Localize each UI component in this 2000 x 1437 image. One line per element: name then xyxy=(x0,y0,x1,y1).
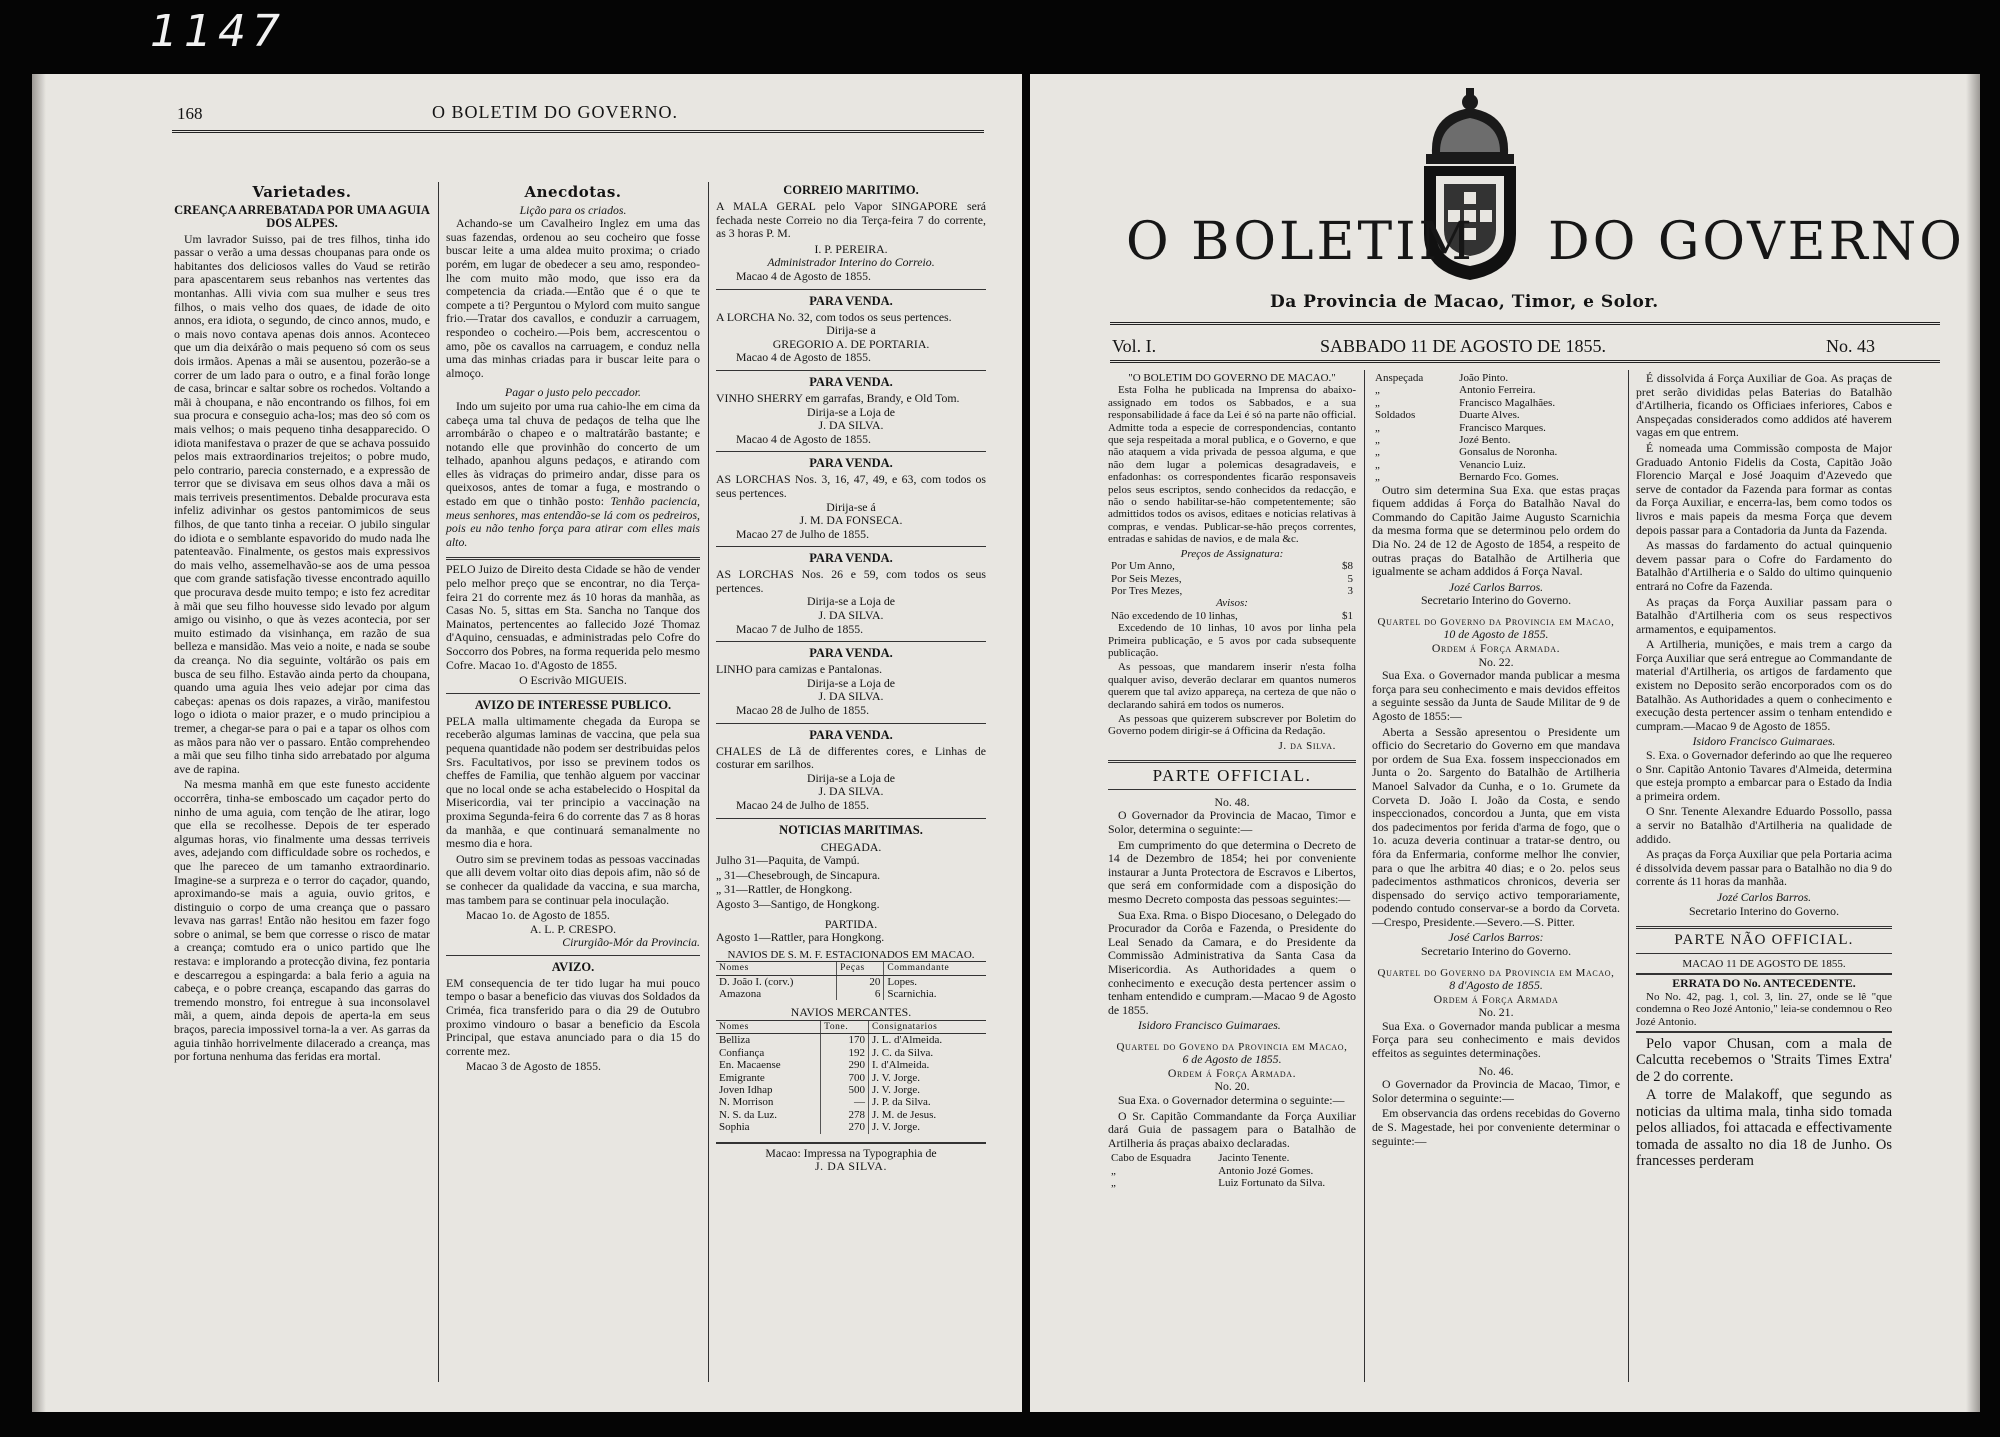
table-cell: J. V. Jorge. xyxy=(868,1121,986,1133)
table-cell: 270 xyxy=(821,1121,869,1133)
table-row xyxy=(1108,560,1356,572)
volume-label: Vol. I. xyxy=(1112,336,1157,356)
article-paragraph: Na mesma manhã em que este funesto accidente occorrêra, tinha-se emboscado um caçador perto do ninho de uma aguia, com tenção de lhe atirar, logo que ella se recolhesse. Depois de ter esperado algumas horas, vio finalmente uma dessas terriveis aves, adejando com difficuldade sobre os rochedos, e que lhe pareceo de um tamanho extraordinario. Imagine-se a surpreza e o terror do caçador, quando, aproximando-se mais a aguia, ouvio gritos, e distinguio o corpo de uma creança que o passaro levava nas garras! Então não hesitou em fazer fogo sobre o animal, se bem que corresse o risco de matar a creança; comtudo era o unico partido que lhe restava: e implorando a protecção divina, fez pontaria e descarregou a espingarda: a bala ferio a aguia na cabeça, e o pobre creança, escapando das garras do tremendo monstro, foi entregue à sua inconsolavel mãi, a quem, ainda depois de aperta-la em seus braços, parecia impossivel torna-la a ver. As garras da aguia tinhão horrivelmente dilacerado a creança, mas por fortuna nenhuma das feridas era mortal. xyxy=(174,777,430,1064)
column-header: Commandante xyxy=(884,962,986,975)
order-paragraph: As massas do fardamento do actual quinquenio devem passar para o Cofre do Fardamento do Batalhão d'Artilheria e o Saldo do ultimo quinquenio entrará no Cofre da Fazenda. xyxy=(1636,538,1892,593)
navy-ships-table xyxy=(716,961,986,1000)
table-row xyxy=(1372,459,1620,471)
ad-contact-name: J. DA SILVA. xyxy=(818,418,884,433)
imprint xyxy=(716,1142,986,1174)
ad-contact: Dirija-se a Loja de xyxy=(806,404,896,419)
table-cell: 500 xyxy=(821,1084,869,1096)
public-notice xyxy=(446,693,700,950)
ad-text: AS LORCHAS Nos. 26 e 59, com todos os seus pertences. xyxy=(716,567,986,595)
official-banner xyxy=(1108,760,1356,790)
imprint-printer: J. DA SILVA. xyxy=(814,1159,888,1174)
shipping-title: NOTICIAS MARITIMAS. xyxy=(779,822,923,837)
table-cell: Por Um Anno, xyxy=(1111,560,1175,573)
list-item: Julho 31—Paquita, de Vampú. xyxy=(716,853,860,868)
mail-role: Administrador Interino do Correio. xyxy=(767,255,935,270)
table-cell: Jacinto Tenente. xyxy=(1218,1152,1290,1165)
errata xyxy=(1636,973,1892,1028)
ad-contact-name: J. DA SILVA. xyxy=(818,784,884,799)
table-row xyxy=(1372,422,1620,434)
order-paragraph: O Snr. Tenente Alexandre Eduardo Possollo, passa a servir no Batalhão d'Artilheria na qualidade de addido. xyxy=(1636,804,1892,846)
masthead-title-right: DO GOVERNO xyxy=(1548,212,1965,272)
table-cell: „ xyxy=(1375,384,1380,397)
decree-signature: Isidoro Francisco Guimaraes. xyxy=(1138,1018,1281,1033)
news-paragraph: A torre de Malakoff, que segundo as noticias da ultima mala, tinha sido tomada pelos alliados, foi attacada e effectivamente tomada de assalto no dia 18 de Junho. Os francesses perderam xyxy=(1636,1087,1892,1170)
table-cell: 3 xyxy=(1347,584,1353,597)
quarters-title: Quartel do Governo da Provincia em Macao, xyxy=(1377,616,1615,628)
article-headline: CREANÇA ARREBATADA POR UMA AGUIA DOS ALPES. xyxy=(174,202,430,230)
order-paragraph: Sua Exa. o Governador manda publicar a mesma Força para seu conhecimento e mais devidos effeitos as seguintes determinações. xyxy=(1372,1018,1620,1061)
secretary-signature: Jozé Carlos Barros. xyxy=(1716,889,1812,904)
table-cell: Bernardo Fco. Gomes. xyxy=(1459,471,1559,484)
varietades-column xyxy=(174,184,430,1066)
table-row xyxy=(716,1047,986,1059)
table-cell: „ xyxy=(1111,1177,1116,1190)
departures-title: PARTIDA. xyxy=(824,916,878,931)
ad-contact-name: J. M. DA FONSECA. xyxy=(799,513,903,528)
prices-table xyxy=(1108,560,1356,597)
court-notice-signature: O Escrivão MIGUEIS. xyxy=(519,673,627,688)
bazaar-notice-text: EM consequencia de ter tido lugar ha mui pouco tempo o basar a beneficio das viuvas dos Soldados da Criméa, fica transferido para o dia 29 de Outubro proximo vindouro o basar a beneficio da Escola Principal, que estava anunciado para o dia 15 do corrente mez. xyxy=(446,975,700,1058)
secretary-role: Secretario Interino do Governo. xyxy=(1420,593,1572,608)
ad-date: Macao 27 de Julho de 1855. xyxy=(736,526,870,541)
errata-text: No No. 42, pag. 1, col. 3, lin. 27, onde se lê "que condemna o Reo Jozé Antonio," leia-se condemnou o Reo Jozé Antonio. xyxy=(1636,990,1892,1028)
ad-date: Macao 7 de Julho de 1855. xyxy=(736,621,864,636)
secretary-role: Secretario Interino do Governo. xyxy=(1688,903,1840,918)
dissolution-and-news-column xyxy=(1636,372,1892,1172)
anecdote-title: Lição para os criados. xyxy=(519,202,627,217)
mail-date: Macao 4 de Agosto de 1855. xyxy=(736,268,871,283)
table-row xyxy=(716,975,986,988)
public-notice-date: Macao 1o. de Agosto de 1855. xyxy=(466,908,610,923)
masthead-title-left: O BOLETIM xyxy=(1126,212,1475,272)
public-notice-signature: A. L. P. CRESPO. xyxy=(529,921,617,936)
ad-title: PARA VENDA. xyxy=(809,456,893,471)
table-cell: Gonsalus de Noronha. xyxy=(1459,446,1558,459)
issue-date: SABBADO 11 DE AGOSTO DE 1855. xyxy=(1320,336,1607,356)
table-cell: J. L. d'Almeida. xyxy=(868,1034,986,1047)
notice-title: "O BOLETIM DO GOVERNO DE MACAO." xyxy=(1128,372,1336,384)
decree-number: No. 46. xyxy=(1478,1063,1514,1078)
table-row xyxy=(1108,573,1356,585)
reel-number: 1147 xyxy=(150,6,286,57)
table-cell: „ xyxy=(1375,396,1380,409)
ad-date: Macao 24 de Julho de 1855. xyxy=(736,798,870,812)
order-paragraph: É nomeada uma Commissão composta de Major Graduado Antonio Fidelis da Costa, Capitão João Florencio Marçal e José Joaquim d'Azevedo que serve de contador da Fazenda para formar as contas da Força Auxiliar, e encerra-las, bem como todos os livros e mais papeis da mesma Força que devem depois passar para a Contadoria da Junta da Fazenda. xyxy=(1636,440,1892,537)
ad-text: LINHO para camizas e Pantalonas. xyxy=(716,662,883,677)
non-official-section-title: PARTE NÃO OFFICIAL. xyxy=(1674,932,1854,949)
notice-signature: J. da Silva. xyxy=(1278,739,1336,752)
table-cell: Jozé Bento. xyxy=(1459,434,1511,447)
ad-contact: Dirija-se á xyxy=(826,499,876,514)
ad-text: AS LORCHAS Nos. 3, 16, 47, 49, e 63, com todos os seus pertences. xyxy=(716,472,986,500)
list-item: „ 31—Rattler, de Hongkong. xyxy=(716,882,853,897)
column-header: Peças xyxy=(837,962,884,975)
news-items xyxy=(1636,1031,1892,1170)
table-cell: „ xyxy=(1375,471,1380,484)
military-orders-column xyxy=(1372,372,1620,1150)
ad-title: PARA VENDA. xyxy=(809,374,893,389)
imprint-text: Macao: Impressa na Typographia de xyxy=(765,1145,937,1160)
shipping-news xyxy=(716,818,986,1174)
table-cell: J. C. da Silva. xyxy=(868,1047,986,1059)
ad-title: PARA VENDA. xyxy=(809,293,893,308)
ad-title: PARA VENDA. xyxy=(809,727,893,742)
table-cell: Antonio Ferreira. xyxy=(1459,384,1536,397)
secretary-signature: Jozé Carlos Barros. xyxy=(1448,579,1544,594)
order-paragraph: As praças da Força Auxiliar passam para o Batalhão d'Artilheria com os seus respectivos armamentos, e equipamentos. xyxy=(1636,594,1892,636)
table-row xyxy=(716,1096,986,1108)
for-sale-ad xyxy=(716,451,986,541)
ads-prices-table xyxy=(1108,610,1356,622)
order-number: No. 21. xyxy=(1478,1005,1514,1020)
arrivals-title: CHEGADA. xyxy=(820,839,882,854)
header-rule xyxy=(172,130,984,133)
public-notice-text: Outro sim se previnem todas as pessoas vaccinadas que alli devem voltar oito dias depois afim, não só de se conhecer da qualidade da vaccina, e sua marcha, mas tambem para se continuar pela inoculação. xyxy=(446,851,700,907)
table-cell: Francisco Magalhães. xyxy=(1459,396,1556,409)
decree-paragraph: Em observancia das ordens recebidas do Governo de S. Magestade, hei por conveniente determinar o seguinte:— xyxy=(1372,1106,1620,1148)
ad-text: VINHO SHERRY em garrafas, Brandy, e Old Tom. xyxy=(716,390,960,405)
ad-contact-name: GREGORIO A. DE PORTARIA. xyxy=(772,336,930,351)
table-header-row xyxy=(716,962,986,975)
for-sale-ads xyxy=(716,289,986,813)
quarters-title: Quartel do Governo da Provincia em Macao, xyxy=(1377,966,1615,979)
table-cell: Scarnichia. xyxy=(884,988,986,1000)
decree-intro: O Governador da Provincia de Macao, Timor e Solor, determina o seguinte:— xyxy=(1108,808,1356,836)
secretary-role: Secretario Interino do Governo. xyxy=(1420,944,1572,959)
table-cell: 5 xyxy=(1347,572,1353,585)
table-cell: 700 xyxy=(821,1072,869,1084)
column-rule xyxy=(438,182,439,1382)
anecdote-text: Achando-se um Cavalheiro Inglez em uma das suas fazendas, ordenou ao seu cocheiro que fosse buscar leite a uma aldea muito proxima; o criado porém, em lugar de obedecer a seu amo, respondeo-lhe com muito mão modo, que isso era da competencia da criada.—Então que é o que te compete a ti? Perguntou o Mylord com muito sangue frio.—Tratar dos cavallos, e conduzir a carruagem, respondeo o cocheiro.—Pois bem, accrescentou o amo, põe os cavallos na carruagem, e conduz nella uma das minhas criadas para ir buscar leite para o almoço. xyxy=(446,216,700,380)
court-notice-text: PELO Juizo de Direito desta Cidade se hão de vender pelo melhor preço que se encontrar, no dia Terça-feira 21 do corrente mez ás 10 horas da manhãa, as Casas No. 5, sittas em Sta. Sancha no Tanque dos Mainatos, pertencentes ao fallecido Jozé Thomaz d'Aquino, censuadas, e administradas pelo Cofre do Soccorro dos Pobres, na forma requerida pelo mesmo Cofre. Macao 1o. d'Agosto de 1855. xyxy=(446,562,700,672)
table-cell: Francisco Marques. xyxy=(1459,421,1546,434)
decree-intro: O Governador da Provincia de Macao, Timor, e Solor determina o seguinte:— xyxy=(1372,1077,1620,1105)
order-title: Ordem á Força Armada. xyxy=(1167,1065,1297,1080)
column-header: Nomes xyxy=(716,1020,821,1033)
list-item: Agosto 1—Rattler, para Hongkong. xyxy=(716,930,885,945)
table-cell: J. V. Jorge. xyxy=(868,1084,986,1096)
subscription-and-official-column xyxy=(1108,372,1356,1190)
table-cell: J. M. de Jesus. xyxy=(868,1109,986,1121)
ad-text: A LORCHA No. 32, com todos os seus pertences. xyxy=(716,309,952,324)
table-row xyxy=(716,1059,986,1071)
order-paragraph: Outro sim determina Sua Exa. que estas praças fiquem addidas á Força do Batalhão Naval do Commando do Capitão Jaime Augusto Scarnichia da mesma forma que se determinou pelo ordem do Dia No. 24 de 12 de Agosto de 1854, a respeito de outras praças do Batalhão de Artilheria que igualmente se acham addidos á Força Naval. xyxy=(1372,482,1620,579)
ad-text: CHALES de Lã de differentes cores, e Linhas de costurar em sarilhos. xyxy=(716,743,986,772)
table-cell: Não excedendo de 10 linhas, xyxy=(1111,609,1238,622)
ads-prices-text: Excedendo de 10 linhas, 10 avos por linha pela Primeira publicação, e 5 avos por cada subsequente publicação. xyxy=(1108,622,1356,659)
table-cell: Cabo de Esquadra xyxy=(1111,1152,1192,1165)
order-number: No. 20. xyxy=(1214,1079,1250,1094)
table-cell: 170 xyxy=(821,1034,869,1047)
table-row xyxy=(1108,1152,1356,1164)
table-row xyxy=(716,1084,986,1096)
table-cell: Venancio Luiz. xyxy=(1459,458,1526,471)
order-paragraph: É dissolvida á Força Auxiliar de Goa. As praças de pret serão divididas pelas Baterias do Batalhão d'Artilheria, ficando os Officiaes inferiores, Cabos e Anspeçadas considerados como addidos até haverem vagas em que entrem. xyxy=(1636,371,1892,440)
running-head: O BOLETIM DO GOVERNO. xyxy=(432,102,678,122)
table-cell: Anspeçada xyxy=(1375,372,1424,384)
table-cell: Emigrante xyxy=(719,1071,765,1084)
commerce-column xyxy=(716,184,986,1174)
notice-note: As pessoas, que mandarem inserir n'esta folha qualquer aviso, deverão declarar em quantos numeros querem que tal avizo appareça, na certeza de que não o declarando sahirá em todos os numeros. xyxy=(1108,661,1356,711)
notice-note: As pessoas que quizerem subscrever por Boletim do Governo podem dirigir-se á Officina da Redação. xyxy=(1108,712,1356,738)
ad-contact: Dirija-se a Loja de xyxy=(806,594,896,609)
order-paragraph: Aberta a Sessão apresentou o Presidente um officio do Secretario do Governo em que mandava por ordem de Sua Exa. fossem inspeccionados em Junta o 2o. Sargento do Batalhão de Artilheria Manoel Salvador da Cunha, e o 1o. Grumete da Corveta D. João I. João da Costa, e sendo inspeccionados, concordou a Junta, que em vista dos padecimentos por ferida d'arma de fogo, que o 1o. acuza deveria continuar a tratar-se dentro, ou fóra da Enfermaria, conforme melhor lhe convier, para o que lhe arbitra 40 dias; e o 2o. pelos seus padecimentos asthmaticos chronicos, deveria ser dispensado do serviço activo temporariamente, podendo contudo conservar-se a bordo da Corveta.—Crespo, Presidente.—Severo.—S. Pitter. xyxy=(1372,724,1620,929)
ad-date: Macao 28 de Julho de 1855. xyxy=(736,703,870,718)
for-sale-ad xyxy=(716,723,986,813)
table-cell: Por Seis Mezes, xyxy=(1111,572,1182,585)
column-header: Consignatarios xyxy=(868,1020,986,1033)
table-cell: Sophia xyxy=(719,1121,750,1134)
departures-list xyxy=(716,931,986,945)
page-number: 168 xyxy=(177,104,203,123)
order-paragraph: A Artilheria, munições, e mais trem a cargo da Força Auxiliar que será entregue ao Commandante de material d'Artilheria, os artigos de fardamento que existem no Deposito serão encorporados com os do Batalhão. As Authoridades a quem o conhecimento e execução desta pertencer assim o tenham entendido e cumpram.—Macao 9 de Agosto de 1855. xyxy=(1636,637,1892,733)
table-cell: „ xyxy=(1375,458,1380,471)
page-edge xyxy=(1966,74,1980,1412)
prices-title: Preços de Assignatura: xyxy=(1180,547,1284,560)
quarters-date: 8 d'Agosto de 1855. xyxy=(1449,978,1543,993)
decree-number: No. 48. xyxy=(1214,794,1250,809)
for-sale-ad xyxy=(716,289,986,365)
table-cell: Antonio Jozé Gomes. xyxy=(1218,1164,1314,1177)
left-page xyxy=(32,74,1022,1412)
table-row xyxy=(1372,372,1620,384)
table-row xyxy=(1108,610,1356,622)
column-header: Nomes xyxy=(716,962,837,975)
anecdote-text xyxy=(446,400,700,550)
table-row xyxy=(1372,384,1620,396)
ad-contact-name: J. DA SILVA. xyxy=(818,689,884,704)
ad-contact: Dirija-se a xyxy=(826,323,876,338)
quarters-date: 6 de Agosto de 1855. xyxy=(1182,1052,1282,1067)
column-header: Tone. xyxy=(821,1020,869,1033)
table-cell: $8 xyxy=(1342,560,1353,573)
for-sale-ad xyxy=(716,370,986,446)
table-row xyxy=(716,988,986,1000)
decree-paragraph: Em cumprimento do que determina o Decreto de 14 de Dezembro de 1854; hei por conveniente instaurar a Junta Protectora de Escravos e Libertos, que será em conformidade com a disposição do mesmo Decreto composta das pessoas seguintes:— xyxy=(1108,837,1356,906)
order-paragraph: O Sr. Capitão Commandante da Força Auxiliar dará Guia de passagem para o Batalhão de Artilheria ás praças abaixo declaradas. xyxy=(1108,1108,1356,1150)
order-paragraph: S. Exa. o Governador deferindo ao que lhe requereo o Snr. Capitão Antonio Tavares d'Almeida, determina que esteja prompto a embarcar para o Estado da India a primeira ordem. xyxy=(1636,748,1892,803)
column-rule xyxy=(1628,370,1629,1382)
mail-signature: I. P. PEREIRA. xyxy=(814,241,888,256)
table-row xyxy=(1372,471,1620,483)
table-cell: $1 xyxy=(1342,609,1353,622)
table-cell: Duarte Alves. xyxy=(1459,409,1520,422)
court-notice xyxy=(446,557,700,687)
non-official-banner xyxy=(1636,926,1892,954)
table-row xyxy=(716,1121,986,1133)
decree-paragraph: Sua Exa. Rma. o Bispo Diocesano, o Delegado do Procurador da Corôa e Fazenda, o Presidente do Leal Senado da Camara, e do Presidente da Commissão Administrativa da Santa Casa da Misericordia. As Authoridades a quem o conhecimento e execução desta pertencer assim o tenham entendido e cumpram.—Macao 9 de Agosto de 1855. xyxy=(1108,907,1356,1017)
anecdote-body: Indo um sujeito por uma rua cahio-lhe em cima da cabeça uma tal chuva de pedaços de telha que lhe arrombárão o chapeo e o maltratárão bastante; e notando elle que provinhão do concerto de um telhado, apanhou alguns pedaços, e atirando com elles às vidraças do primeiro andar, disse para os queixosos, antes de tomar a fuga, e mostrando o estado em que o tinhão posto: xyxy=(446,398,700,509)
table-row xyxy=(1108,1177,1356,1189)
table-cell: „ xyxy=(1375,446,1380,459)
macao-dateline: MACAO 11 DE AGOSTO DE 1855. xyxy=(1682,957,1846,970)
order-personnel-list xyxy=(1108,1152,1356,1189)
personnel-list xyxy=(1372,372,1620,484)
public-notice-text: PELA malla ultimamente chegada da Europa se receberão algumas laminas de vaccina, que pela sua pequena quantidade não podem ser destribuidas pelos Srs. Facultativos, por isso se previnem todos os cheffes de Familia, que tenhão alguem por vaccinar que no local onde se acha estabelecido o Hospital da Misericordia, vai ter principio a vaccinação na proxima Segunda-feira 6 do corrente das 7 as 8 horas da manhãa, e que continuará semanalmente no mesmo dia e hora. xyxy=(446,713,700,851)
table-cell: Soldados xyxy=(1375,409,1416,422)
order-number: No. 22. xyxy=(1478,654,1514,669)
table-row xyxy=(716,1072,986,1084)
anecdote-quote: Tenhão paciencia, meus senhores, mas entendão-se lá com os pedreiros, pois eu não tenho força para atirar com elles mais alto. xyxy=(446,494,700,549)
arrivals-list xyxy=(716,854,986,911)
article-paragraph: Um lavrador Suisso, pai de tres filhos, tinha ido passar o verão a uma dessas choupanas para onde os habitantes dos deliciosos valles do Vaud se retirão para apascentarem seus rebanhos nas vertentes das montanhas. Alli vivia com sua mulher e seus tres filhos, o mais velho dos quaes, de idade de oito annos, era idiota, o segundo, de cinco annos, mudo, e o mais novo contava apenas dois annos. Aconteceo que um dia deixárão o mais pequeno só com os seus dois irmãos. Apenas a mãi se ausentou, pozerão-se a correr de um lado para o outro, e a final forão longe de casa, brincar e saltar sobre os rochedos. Voltando a mãi à choupana, e não encontrando os filhos, foi em sua procura e conseguio acha-los; mas deo só com os mais velhos; o mais pequeno tinha desapparecido. O idiota manifestava o prazer de que se achava possuido pelos mais extraordinarios trejeitos; o pobre mudo, pelo contrario, parecia consternado, e a expressão de terror que se divisava em seus olhos dava a mãi os mais terriveis presentimentos. Debalde procurava esta infeliz adivinhar os gestos pantomimicos de seus filhos, de que tanto tinha a receiar. O jubilo singular do idiota e o semblante espavorido do mudo nada lhe patenteavão. Finalmente, os gestos mais expressivos do mais velho, assemelhavão-se aos de uma pessoa que com grande satisfação tivesse encontrado aquillo que procurava desde muito tempo; e isto fez acreditar à mãi que seu filho houvesse sido levado por algum amigo ou visinho, o que às vezes acontecia, por ser muito estimado da visinhança, em razão de sua belleza e mansidão. Mas veio a noite, e nada se soube da creança. No dia seguinte, voltárão os pais em busca de seu filho. Estavão ainda perto da choupana, quando uma aguia lhes veio adejar por cima das cabeças: apenas os dois rapazes, a virão, manifestou logo o idiota o maior prazer, e o mudo principiou a tremer, a chegar-se para o pai e a tapar os olhos com as mãos para não ver o passaro. Então comprehendeo a mãi que seu filho tinha sido arrebatado por alguma ave de rapina. xyxy=(174,231,430,776)
merchant-ships-title: NAVIOS MERCANTES. xyxy=(790,1005,912,1020)
order-title: Ordem á Força Armada xyxy=(1433,991,1559,1006)
table-cell: — xyxy=(821,1096,869,1108)
table-row xyxy=(1108,1165,1356,1177)
page-edge xyxy=(32,74,46,1412)
quarters-date: 10 de Agosto de 1855. xyxy=(1443,627,1549,642)
table-cell: „ xyxy=(1375,421,1380,434)
ad-title: PARA VENDA. xyxy=(809,551,893,566)
table-cell: Joven Idhap xyxy=(719,1084,773,1096)
table-cell: J. V. Jorge. xyxy=(868,1072,986,1084)
anecdotas-column xyxy=(446,184,700,1074)
anecdote-title: Pagar o justo pelo peccador. xyxy=(505,385,641,400)
ad-date: Macao 4 de Agosto de 1855. xyxy=(736,350,871,365)
ad-contact: Dirija-se a Loja de xyxy=(806,675,896,690)
table-cell: João Pinto. xyxy=(1459,372,1509,384)
table-cell: Lopes. xyxy=(884,975,986,988)
table-cell: 278 xyxy=(821,1109,869,1121)
table-row xyxy=(1372,434,1620,446)
table-cell: „ xyxy=(1375,434,1380,447)
bazaar-notice-title: AVIZO. xyxy=(551,959,595,974)
governor-signature: Isidoro Francisco Guimaraes. xyxy=(1692,734,1836,749)
table-cell: N. S. da Luz. xyxy=(719,1108,778,1121)
public-notice-title: AVIZO DE INTERESSE PUBLICO. xyxy=(474,697,672,712)
table-cell: N. Morrison xyxy=(719,1096,774,1109)
section-title: Anecdotas. xyxy=(524,183,622,201)
ad-contact-name: J. DA SILVA. xyxy=(818,608,884,623)
column-rule xyxy=(708,182,709,1382)
list-item: Agosto 3—Santigo, de Hongkong. xyxy=(716,896,880,911)
errata-title: ERRATA DO No. ANTECEDENTE. xyxy=(1672,976,1856,991)
table-cell: Luiz Fortunato da Silva. xyxy=(1218,1177,1326,1190)
table-cell: Belliza xyxy=(719,1034,751,1047)
table-row xyxy=(1372,446,1620,458)
mail-title: CORREIO MARITIMO. xyxy=(783,183,919,197)
official-section-title: PARTE OFFICIAL. xyxy=(1152,766,1312,786)
order-title: Ordem á Força Armada. xyxy=(1431,641,1561,655)
issue-number: No. 43 xyxy=(1826,336,1875,356)
right-page xyxy=(1030,74,1980,1412)
quarters-title: Quartel do Goveno da Provincia em Macao, xyxy=(1116,1040,1348,1053)
bazaar-notice xyxy=(446,955,700,1074)
table-cell: Confiança xyxy=(719,1046,765,1059)
table-cell: 20 xyxy=(837,975,884,988)
ad-title: PARA VENDA. xyxy=(809,646,893,661)
order-paragraph: As praças da Força Auxiliar que pela Portaria acima é dissolvida devem passar para o Batalhão no dia 9 do corrente ás 11 horas da manhãa. xyxy=(1636,847,1892,889)
for-sale-ad xyxy=(716,546,986,636)
public-notice-role: Cirurgião-Mór da Provincia. xyxy=(562,935,700,950)
for-sale-ad xyxy=(716,641,986,717)
masthead-rule xyxy=(1110,322,1940,325)
order-paragraph: Sua Exa. o Governador manda publicar a mesma força para seu conhecimento e mais devidos effeitos a seguinte sessão da Junta de Saude Militar de 9 de Agosto de 1855:— xyxy=(1372,668,1620,723)
masthead-subtitle: Da Provincia de Macao, Timor, e Solor. xyxy=(1270,292,1659,312)
dateline-rule xyxy=(1110,360,1940,363)
table-header-row xyxy=(716,1020,986,1033)
mail-text: A MALA GERAL pelo Vapor SINGAPORE será fechada neste Correio no dia Terça-feira 7 do corrente, as 3 horas P. M. xyxy=(716,199,986,241)
table-cell: 290 xyxy=(821,1059,869,1071)
merchant-ships-table xyxy=(716,1020,986,1134)
table-cell: 192 xyxy=(821,1047,869,1059)
order-paragraph: Sua Exa. o Governador determina o seguinte:— xyxy=(1118,1093,1345,1108)
news-paragraph: Pelo vapor Chusan, com a mala de Calcutta recebemos o 'Straits Times Extra' de 2 do corrente. xyxy=(1636,1035,1892,1085)
ad-date: Macao 4 de Agosto de 1855. xyxy=(736,431,871,446)
table-cell: Por Tres Mezes, xyxy=(1111,584,1183,597)
table-cell: D. João I. (corv.) xyxy=(719,975,794,988)
section-title: Varietades. xyxy=(252,183,352,201)
ad-contact: Dirija-se a Loja de xyxy=(806,770,896,785)
table-cell: J. P. da Silva. xyxy=(868,1096,986,1108)
list-item: „ 31—Chesebrough, de Sincapura. xyxy=(716,867,881,882)
table-cell: I. d'Almeida. xyxy=(868,1059,986,1071)
table-row xyxy=(1108,585,1356,597)
table-cell: En. Macaense xyxy=(719,1059,781,1072)
table-row xyxy=(716,1109,986,1121)
column-rule xyxy=(1364,370,1365,1382)
navy-ships-title: NAVIOS DE S. M. F. ESTACIONADOS EM MACAO. xyxy=(727,948,975,961)
table-row xyxy=(716,1034,986,1047)
notice-text: Esta Folha he publicada na Imprensa do abaixo-assignado em todos os Sabbados, e a sua responsabilidade á face da Lei é só na parte não official. Admitte toda a especie de correspondencias, contanto que seja respeitada a moral publica, e o Governo, e que não ataquem a vida privada de pessoa alguma, e que não dem lugar a polemicas desagradaveis, e enfadonhas: os correspondentes ficarão responsaveis pelos seus escriptos, sendo conhecidos da redacção, e não o sendo habilitar-se-hão competentemente; são admittidos todos os avisos, editaes e noticias relativas à compras, e vendas. Publicar-se-hão preços correntes, entradas e sahidas de navios, e de mala &c. xyxy=(1108,384,1356,546)
table-row xyxy=(1372,409,1620,421)
table-cell: „ xyxy=(1111,1164,1116,1177)
table-cell: Amazona xyxy=(719,987,762,1000)
table-cell: 6 xyxy=(837,988,884,1000)
secretary-signature: José Carlos Barros: xyxy=(1448,930,1544,945)
ads-prices-title: Avisos: xyxy=(1216,597,1248,610)
bazaar-notice-date: Macao 3 de Agosto de 1855. xyxy=(466,1059,601,1074)
table-row xyxy=(1372,397,1620,409)
